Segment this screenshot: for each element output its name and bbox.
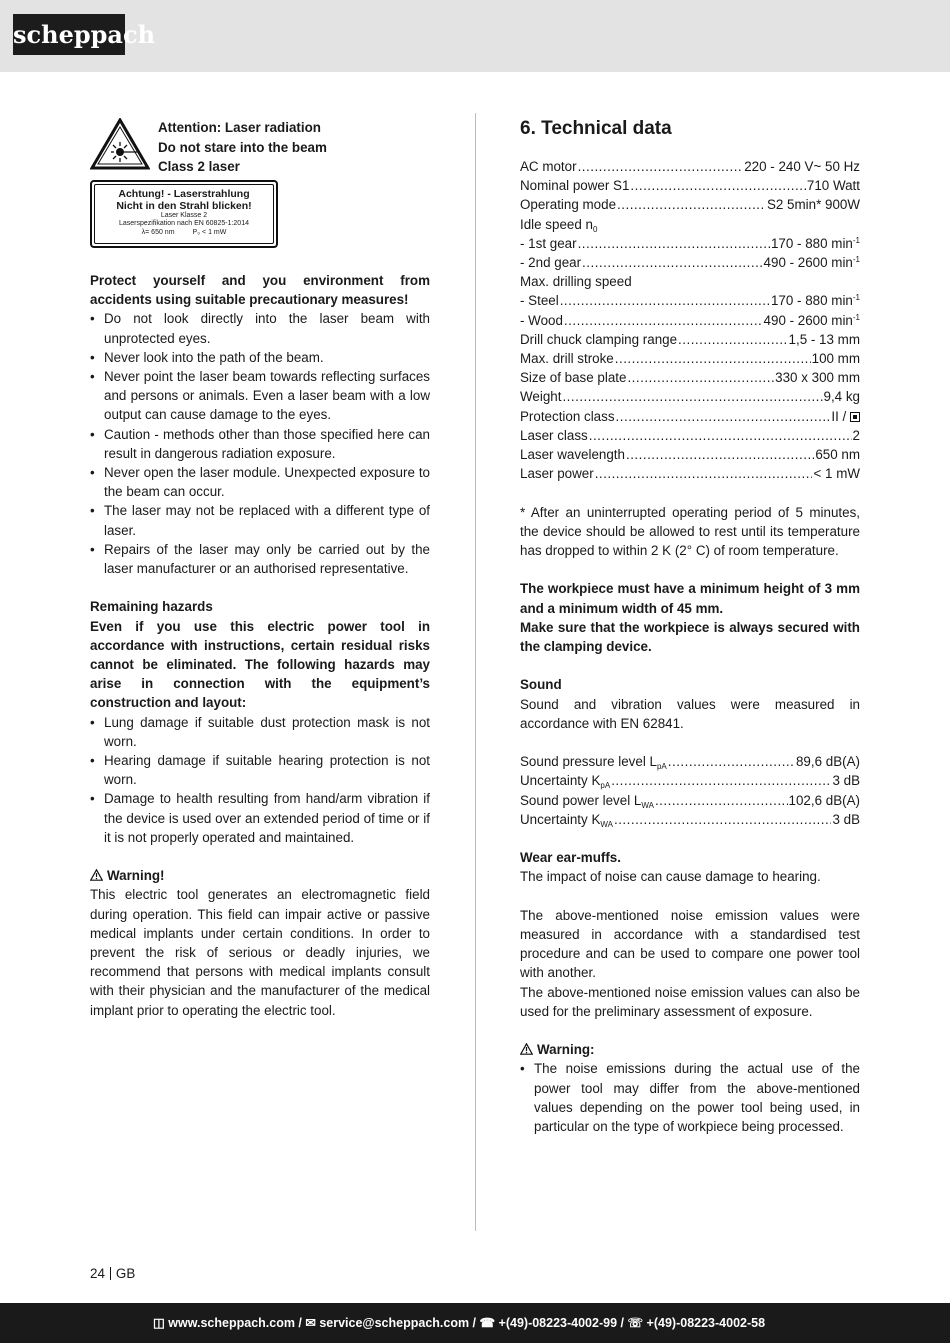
spec-row (520, 234, 860, 253)
list-item: • The laser may not be replaced with a different type of laser. (90, 501, 430, 539)
warning-icon (520, 1043, 533, 1055)
spec-value: 3 dB (832, 773, 860, 789)
left-column (90, 118, 430, 1020)
spec-label: Sound pressure level $L_{pA}$ (520, 754, 667, 772)
warning-heading (90, 866, 430, 885)
spec-label: - Steel (520, 293, 559, 309)
page-number-value: 24 (90, 1266, 105, 1281)
spec-row (520, 791, 860, 810)
spec-label: Uncertainty $K_{WA}$ (520, 811, 613, 829)
spec-label: Uncertainty $K_{pA}$ (520, 773, 611, 791)
list-item: • Hearing damage if suitable hearing protection is not worn. (90, 751, 430, 789)
list-item: • Never look into the path of the beam. (90, 348, 430, 367)
spec-subscript: 0 (592, 224, 598, 234)
page-number (90, 1265, 135, 1282)
spec-value: II / (831, 407, 860, 426)
emission-text: The above-mentioned noise emission values were measured in accordance with a standardised test procedure and can be used to compare one power tool with another. (520, 907, 860, 981)
spec-label: Idle speed n (520, 216, 593, 232)
laser-caption-line: Attention: Laser radiation (158, 120, 321, 135)
list-item: • Never point the laser beam towards reflecting surfaces and persons or animals. Even a laser beam with a low output can cause damage to the eyes. (90, 367, 430, 425)
spec-row (520, 387, 860, 406)
spec-value: 102,6 dB(A) (788, 792, 860, 808)
spec-value: 220 - 240 V~ 50 Hz (744, 159, 860, 174)
spec-label: Protection class (520, 408, 615, 424)
spec-value: 330 x 300 mm (775, 370, 860, 386)
protect-heading: Protect yourself and you environment from accidents using suitable precautionary measures! (90, 273, 430, 308)
spec-value: 2 (852, 427, 860, 443)
spec-row (520, 253, 860, 272)
contact-line (153, 1303, 765, 1343)
laser-label-inner (94, 184, 274, 244)
spec-row (520, 157, 860, 176)
spec-label: - Wood (520, 312, 563, 328)
spec-value: 1,5 - 13 mm (788, 331, 860, 347)
spec-value: 89,6 dB(A) (795, 754, 860, 770)
spec-value: 650 nm (815, 447, 860, 463)
spec-value: 170 - 880 $\min^{-1}$ (770, 293, 860, 309)
spec-table (520, 157, 860, 483)
spec-value: 9,4 kg (823, 389, 860, 405)
list-item: • The noise emissions during the actual use of the power tool may differ from the above-mentioned values depending on the power tool being used, in particular on the type of workpiece being processed. (520, 1059, 860, 1136)
spec-value: 100 mm (811, 351, 860, 367)
spec-row (520, 330, 860, 349)
laser-label-sticker (90, 180, 278, 248)
label-line: Laser Klasse 2 (160, 212, 208, 219)
spec-row (520, 426, 860, 445)
language-code: GB (115, 1266, 136, 1281)
spec-row (520, 464, 860, 483)
list-item: • Do not look directly into the laser beam with unprotected eyes. (90, 309, 430, 347)
spec-label: Sound power level $L_{WA}$ (520, 792, 654, 810)
hazards-intro: Even if you use this electric power tool in accordance with instructions, certain residual risks cannot be eliminated. The following hazards may arise in connection with the equipment’s construction and layout: (90, 618, 430, 711)
warning-heading (520, 1040, 860, 1059)
spec-row (520, 349, 860, 368)
spec-row (520, 368, 860, 387)
noise-warning-list (520, 1059, 860, 1136)
spec-label: Size of base plate (520, 370, 627, 386)
spec-label: Operating mode (520, 197, 617, 213)
sound-text: Sound and vibration values were measured in accordance with EN 62841. (520, 696, 860, 731)
label-power: P₀ < 1 mW (192, 228, 227, 236)
label-wavelength: λ= 650 nm (141, 228, 175, 236)
laser-caption-line: Class 2 laser (158, 159, 240, 174)
laser-warning-icon (90, 118, 150, 170)
section-title: 6. Technical data (520, 118, 672, 139)
spec-label: AC motor (520, 159, 577, 174)
sound-table (520, 752, 860, 829)
label-line: Achtung! - Laserstrahlung (118, 188, 250, 200)
page-separator (110, 1267, 111, 1280)
spec-row (520, 311, 860, 330)
warning-title: Warning! (107, 868, 165, 884)
contact-footer (0, 1303, 950, 1343)
spec-value: S2 5min* 900W (766, 197, 860, 213)
spec-row (520, 272, 860, 291)
spec-row (520, 215, 860, 234)
spec-label: Laser power (520, 466, 594, 482)
hazards-list (90, 713, 430, 847)
spec-label: Laser class (520, 427, 588, 443)
footnote: * After an uninterrupted operating period of 5 minutes, the device should be allowed to rest until its temperature has dropped to within 2 K (2° C) of room temperature. (520, 504, 860, 559)
spec-label: Max. drilling speed (520, 274, 632, 290)
spec-row (520, 291, 860, 310)
column-divider (475, 113, 476, 1231)
workpiece-note: The workpiece must have a minimum height of 3 mm and a minimum width of 45 mm. (520, 581, 860, 616)
list-item: • Repairs of the laser may only be carried out by the laser manufacturer or an authorised representative. (90, 540, 430, 578)
spec-row (520, 445, 860, 464)
laser-warning-block (90, 118, 430, 252)
warning-title: Warning: (537, 1042, 595, 1058)
protect-list (90, 309, 430, 578)
sound-title: Sound (520, 677, 562, 693)
contact-text: www.scheppach.com / ✉ service@scheppach.com / ☎ +(49)-08223-4002-99 / ☏ +(49)-08223-4002-58 (168, 1316, 766, 1330)
warning-icon (90, 869, 103, 881)
spec-value: 3 dB (832, 811, 860, 827)
spec-label: Max. drill stroke (520, 351, 614, 367)
label-line: Laserspezifikation nach EN 60825-1:2014 (119, 220, 249, 228)
workpiece-note: Make sure that the workpiece is always secured with the clamping device. (520, 619, 860, 655)
spec-label: Drill chuck clamping range (520, 331, 678, 347)
list-item: • Damage to health resulting from hand/arm vibration if the device is used over an extended period of time or if it is not properly operated and maintained. (90, 789, 430, 847)
spec-label: Weight (520, 389, 562, 405)
monitor-icon: ◫ (153, 1316, 165, 1330)
emission-text: The above-mentioned noise emission values can also be used for the preliminary assessment of exposure. (520, 984, 860, 1019)
page-header (0, 0, 950, 72)
label-line: Nicht in den Strahl blicken! (116, 200, 252, 212)
spec-label: - 2nd gear (520, 255, 582, 271)
spec-row (520, 407, 860, 426)
list-item: • Never open the laser module. Unexpected exposure to the beam can occur. (90, 463, 430, 501)
spec-label: Nominal power S1 (520, 178, 630, 194)
warning-text: This electric tool generates an electromagnetic field during operation. This field can impair active or passive medical implants under certain conditions. In order to prevent the risk of serious or deadly injuries, we recommend that persons with medical implants consult with their physician and the manufacturer of the medical implant prior to operating the electric tool. (90, 887, 430, 1018)
protection-class-icon (850, 412, 860, 422)
spec-value: 490 - 2600 $\min^{-1}$ (763, 255, 860, 271)
label-line (95, 229, 273, 237)
right-column (520, 118, 860, 1136)
list-item: • Caution - methods other than those specified here can result in dangerous radiation exposure. (90, 425, 430, 463)
spec-row (520, 752, 860, 771)
spec-label: Laser wavelength (520, 447, 625, 463)
spec-row (520, 195, 860, 214)
earmuffs-title: Wear ear-muffs. (520, 850, 621, 866)
spec-value: 490 - 2600 $\min^{-1}$ (763, 312, 860, 328)
laser-caption (158, 118, 327, 177)
list-item: • Lung damage if suitable dust protection mask is not worn. (90, 713, 430, 751)
spec-value: 170 - 880 $\min^{-1}$ (770, 235, 860, 251)
spec-label: - 1st gear (520, 235, 577, 251)
spec-value: < 1 mW (813, 466, 860, 482)
laser-caption-line: Do not stare into the beam (158, 139, 327, 155)
earmuffs-text: The impact of noise can cause damage to hearing. (520, 869, 821, 885)
spec-value: 710 Watt (806, 178, 860, 194)
spec-row (520, 176, 860, 195)
spec-row (520, 810, 860, 829)
brand-logo: scheppach (13, 14, 125, 55)
spec-row (520, 771, 860, 790)
hazards-title: Remaining hazards (90, 599, 213, 615)
